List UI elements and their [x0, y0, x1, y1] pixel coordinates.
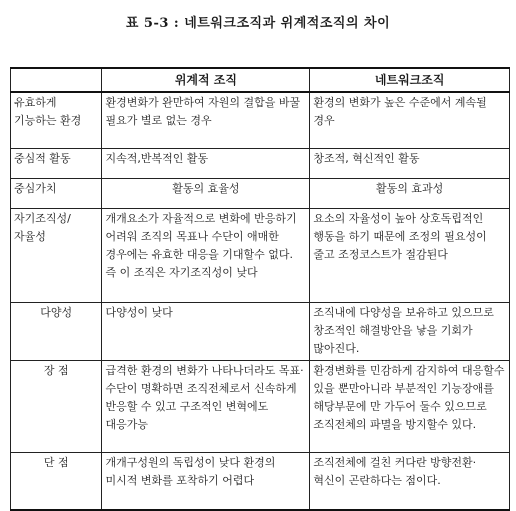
row-label: 유효하게 기능하는 환경 — [11, 92, 102, 148]
network-cell: 조직내에 다양성을 보유하고 있으므로 창조적인 해결방안을 낳을 기회가 많아진다. — [310, 302, 510, 360]
header-hierarchical: 위계적 조직 — [102, 68, 310, 92]
hierarchy-cell: 활동의 효율성 — [102, 178, 310, 208]
hierarchy-cell: 개개구성원의 독립성이 낮다 환경의 미시적 변화를 포착하기 어렵다 — [102, 452, 310, 510]
network-cell: 환경의 변화가 높은 수준에서 계속될 경우 — [310, 92, 510, 148]
table-row-disadvantages — [11, 452, 510, 510]
network-cell: 활동의 효과성 — [310, 178, 510, 208]
network-cell: 조직전체에 걸친 커다란 방향전환·혁신이 곤란하다는 점이다. — [310, 452, 510, 510]
network-cell: 환경변화를 민감하게 감지하여 대응할수 있을 뿐만아니라 부분적인 기능장애를 해당부문에 만 가두어 둘수 있으므로 조직전체의 파멸을 방지할수 있다. — [310, 360, 510, 452]
table-row-central-activity — [11, 148, 510, 178]
header-network: 네트워크조직 — [310, 68, 510, 92]
row-label: 중심적 활동 — [11, 148, 102, 178]
table-row-advantages — [11, 360, 510, 452]
row-label: 자기조직성/자율성 — [11, 208, 102, 302]
table-row-environment — [11, 92, 510, 148]
hierarchy-cell: 지속적,반복적인 활동 — [102, 148, 310, 178]
table-row-autonomy — [11, 208, 510, 302]
hierarchy-cell: 급격한 환경의 변화가 나타나더라도 목표·수단이 명확하면 조직전체로서 신속하게 반응할 수 있고 구조적인 변혁에도 대응가능 — [102, 360, 310, 452]
comparison-table — [10, 67, 510, 511]
table-caption: 표 5-3 : 네트워크조직과 위계적조직의 차이 — [125, 16, 391, 31]
hierarchy-cell: 다양성이 낮다 — [102, 302, 310, 360]
row-label: 중심가치 — [11, 178, 102, 208]
row-label: 단 점 — [11, 452, 102, 510]
hierarchy-cell: 환경변화가 완만하여 자원의 결합을 바꿀 필요가 별로 없는 경우 — [102, 92, 310, 148]
table-row-diversity — [11, 302, 510, 360]
row-label: 장 점 — [11, 360, 102, 452]
network-cell: 창조적, 혁신적인 활동 — [310, 148, 510, 178]
header-empty-cell — [11, 68, 102, 92]
row-label: 다양성 — [11, 302, 102, 360]
network-cell: 요소의 자율성이 높아 상호독립적인 행동을 하기 때문에 조정의 필요성이 줄고 조정코스트가 절감된다 — [310, 208, 510, 302]
table-row-central-value — [11, 178, 510, 208]
table-header-row — [11, 68, 510, 92]
hierarchy-cell: 개개요소가 자율적으로 변화에 반응하기 어려워 조직의 목표나 수단이 애매한 경우에는 유효한 대응을 기대할수 없다. 즉 이 조직은 자기조직성이 낮다 — [102, 208, 310, 302]
